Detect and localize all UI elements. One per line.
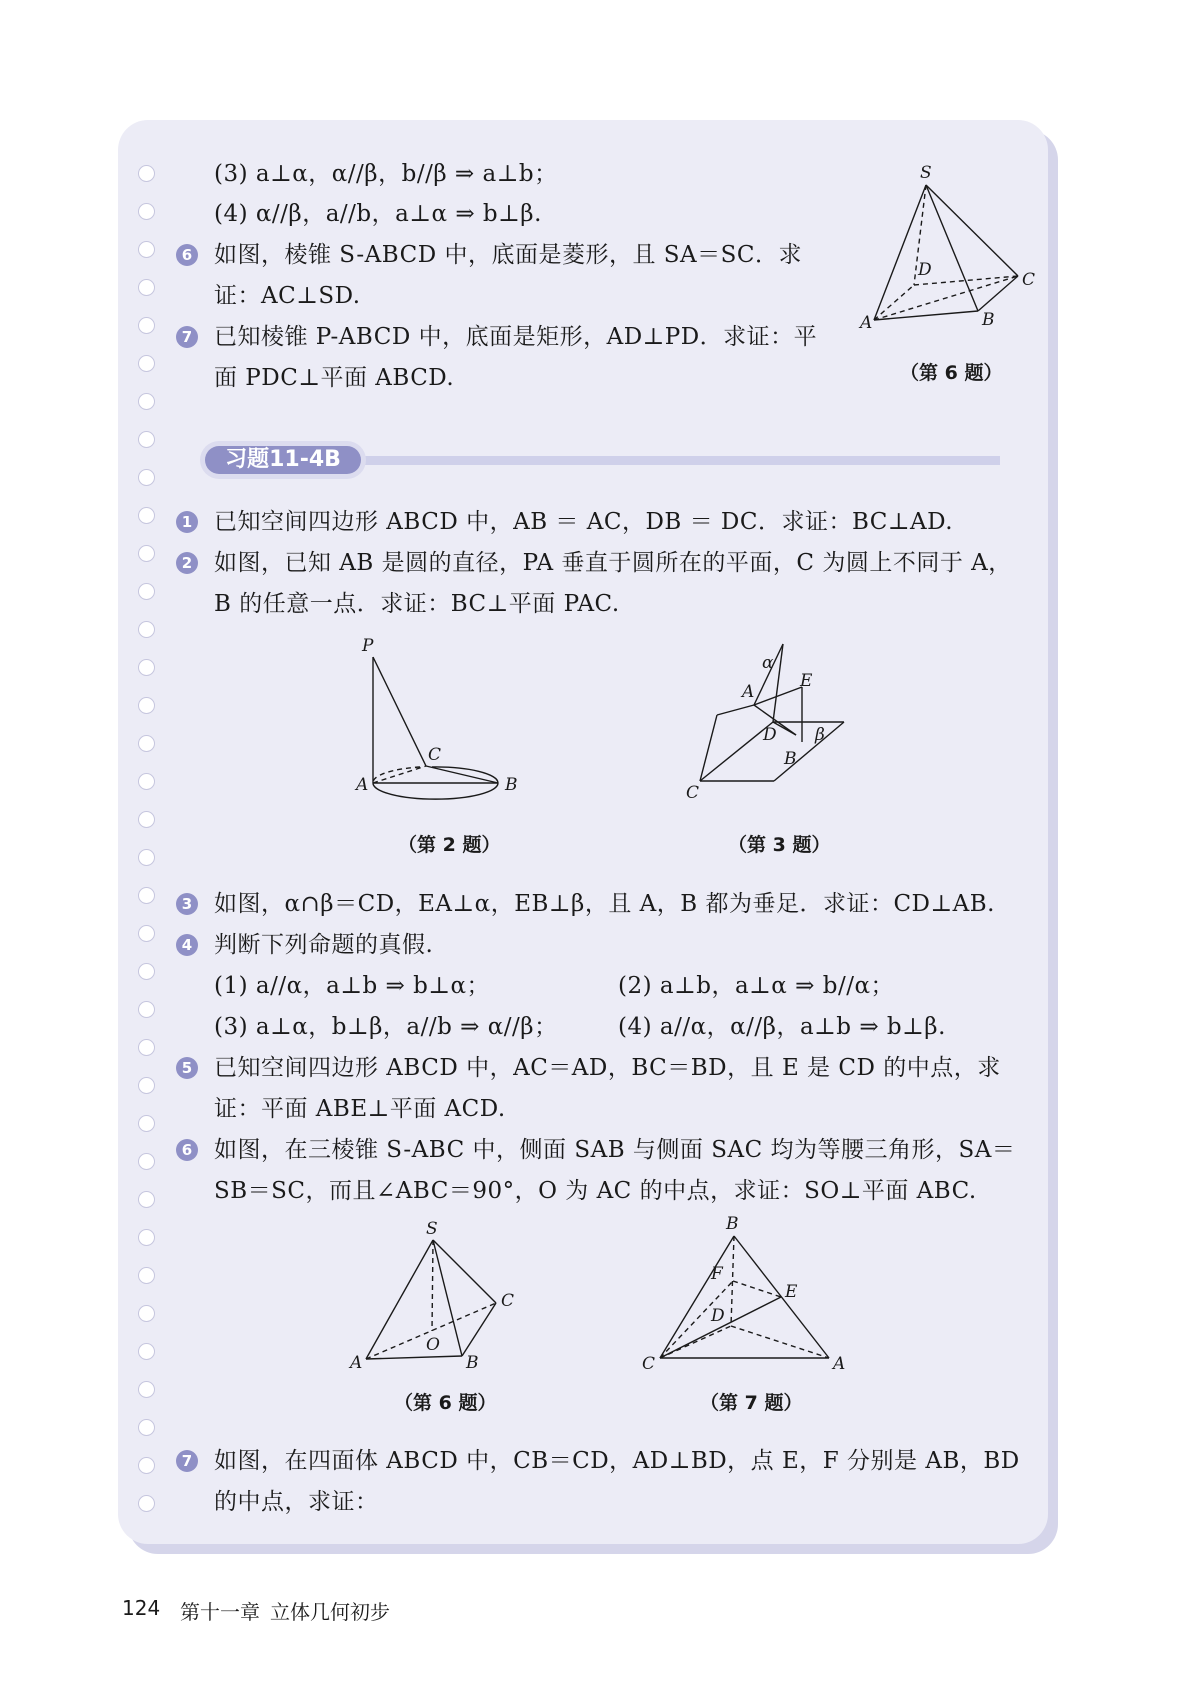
label-a: A — [860, 313, 873, 333]
chapter-title: 立体几何初步 — [270, 1600, 390, 1624]
problem-6-line1: 如图，棱锥 S-ABCD 中，底面是菱形，且 SA＝SC．求 — [214, 242, 803, 268]
binder-hole — [138, 583, 155, 600]
binder-hole — [138, 393, 155, 410]
binder-hole — [138, 1495, 155, 1512]
binder-hole — [138, 1457, 155, 1474]
label-a: A — [833, 1354, 846, 1374]
binder-hole — [138, 1115, 155, 1132]
label-s: S — [426, 1219, 438, 1239]
binder-hole — [138, 735, 155, 752]
label-b: B — [982, 310, 995, 330]
b3-text: 如图，α∩β＝CD，EA⊥α，EB⊥β，且 A，B 都为垂足．求证：CD⊥AB. — [214, 891, 995, 917]
label-c: C — [642, 1354, 656, 1374]
binder-hole — [138, 925, 155, 942]
figure-7 — [640, 1215, 860, 1375]
binder-hole — [138, 317, 155, 334]
problem-6-line2: 证：AC⊥SD. — [214, 283, 361, 309]
figure-2 — [350, 635, 530, 815]
b5-line2: 证：平面 ABE⊥平面 ACD. — [214, 1096, 506, 1122]
binder-hole — [138, 887, 155, 904]
binder-hole — [138, 507, 155, 524]
binder-hole — [138, 1153, 155, 1170]
b5-line1: 已知空间四边形 ABCD 中，AC＝AD，BC＝BD，且 E 是 CD 的中点，求 — [214, 1055, 1001, 1081]
binder-hole — [138, 1001, 155, 1018]
binder-hole — [138, 1229, 155, 1246]
label-s: S — [920, 163, 932, 183]
binder-hole — [138, 165, 155, 182]
item-4-text: (4) α//β，a//b，a⊥α ⇒ b⊥β. — [214, 201, 542, 227]
binder-hole — [138, 1077, 155, 1094]
figure-pyramid-sabcd — [860, 160, 1040, 333]
binder-hole — [138, 1267, 155, 1284]
b4-text: 判断下列命题的真假. — [214, 932, 434, 958]
binder-hole — [138, 203, 155, 220]
label-b: B — [505, 775, 518, 795]
binder-hole — [138, 849, 155, 866]
binder-hole — [138, 963, 155, 980]
binder-hole — [138, 431, 155, 448]
b7-line1: 如图，在四面体 ABCD 中，CB＝CD，AD⊥BD，点 E，F 分别是 AB，BD — [214, 1448, 1020, 1474]
binder-hole — [138, 1381, 155, 1398]
problem-7-badge: 7 — [176, 326, 198, 348]
label-b: B — [726, 1214, 739, 1234]
label-c: C — [501, 1291, 515, 1311]
page-number: 124 — [122, 1596, 161, 1620]
label-a: A — [350, 1353, 363, 1373]
b2-line2: B 的任意一点．求证：BC⊥平面 PAC. — [214, 591, 620, 617]
fig-7-caption: （第 7 题） — [700, 1392, 803, 1414]
label-b: B — [784, 749, 797, 769]
b7-line2: 的中点，求证： — [214, 1489, 379, 1515]
binder-hole — [138, 545, 155, 562]
binder-hole — [138, 659, 155, 676]
label-alpha: α — [762, 653, 774, 673]
binder-hole — [138, 697, 155, 714]
binder-hole — [138, 279, 155, 296]
b4-item-2: (2) a⊥b，a⊥α ⇒ b//α； — [618, 973, 894, 999]
label-a: A — [742, 682, 755, 702]
chapter-label: 第十一章 — [180, 1600, 260, 1624]
fig-3-caption: （第 3 题） — [728, 834, 831, 856]
label-f: F — [711, 1264, 723, 1284]
b4-item-4: (4) a//α，α//β，a⊥b ⇒ b⊥β. — [618, 1014, 946, 1040]
binder-hole — [138, 469, 155, 486]
label-beta: β — [815, 725, 825, 745]
b1-badge: 1 — [176, 511, 198, 533]
b6-line1: 如图，在三棱锥 S-ABC 中，侧面 SAB 与侧面 SAC 均为等腰三角形，SA＝ — [214, 1137, 1016, 1163]
b1-text: 已知空间四边形 ABCD 中，AB ＝ AC，DB ＝ DC．求证：BC⊥AD. — [214, 509, 954, 535]
problem-7-line1: 已知棱锥 P-ABCD 中，底面是矩形，AD⊥PD．求证：平 — [214, 324, 818, 350]
b3-badge: 3 — [176, 893, 198, 915]
figure-6-bottom — [348, 1219, 528, 1373]
b7-badge: 7 — [176, 1450, 198, 1472]
binder-hole — [138, 1343, 155, 1360]
label-p: P — [362, 636, 374, 656]
b4-item-1: (1) a//α，a⊥b ⇒ b⊥α； — [214, 973, 490, 999]
problem-7-line2: 面 PDC⊥平面 ABCD. — [214, 365, 455, 391]
b2-line1: 如图，已知 AB 是圆的直径，PA 垂直于圆所在的平面，C 为圆上不同于 A， — [214, 550, 1012, 576]
label-o: O — [426, 1335, 440, 1355]
figure-3 — [680, 640, 870, 810]
binder-hole — [138, 1419, 155, 1436]
binder-hole — [138, 1039, 155, 1056]
label-b: B — [466, 1353, 479, 1373]
problem-6-badge: 6 — [176, 244, 198, 266]
label-c: C — [428, 745, 442, 765]
fig-top-caption: （第 6 题） — [900, 362, 1003, 384]
label-d: D — [711, 1306, 725, 1326]
binder-hole — [138, 241, 155, 258]
b6-line2: SB＝SC，而且∠ABC＝90°，O 为 AC 的中点，求证：SO⊥平面 ABC. — [214, 1178, 977, 1204]
fig-2-caption: （第 2 题） — [398, 834, 501, 856]
binder-hole — [138, 1305, 155, 1322]
label-d: D — [763, 725, 777, 745]
binder-hole — [138, 773, 155, 790]
label-d: D — [918, 260, 932, 280]
binder-hole — [138, 1191, 155, 1208]
section-title: 习题11-4B — [205, 446, 361, 474]
label-e: E — [785, 1282, 798, 1302]
b2-badge: 2 — [176, 552, 198, 574]
binder-hole — [138, 621, 155, 638]
label-c: C — [1022, 270, 1036, 290]
fig-6-bottom-caption: （第 6 题） — [394, 1392, 497, 1414]
b4-badge: 4 — [176, 934, 198, 956]
label-c: C — [686, 783, 700, 803]
binder-hole — [138, 355, 155, 372]
b4-item-3: (3) a⊥α，b⊥β，a//b ⇒ α//β； — [214, 1014, 558, 1040]
item-3-text: (3) a⊥α，α//β，b//β ⇒ a⊥b； — [214, 161, 558, 187]
b5-badge: 5 — [176, 1057, 198, 1079]
label-a: A — [356, 775, 369, 795]
label-e: E — [800, 671, 813, 691]
binder-hole — [138, 811, 155, 828]
b6-badge: 6 — [176, 1139, 198, 1161]
